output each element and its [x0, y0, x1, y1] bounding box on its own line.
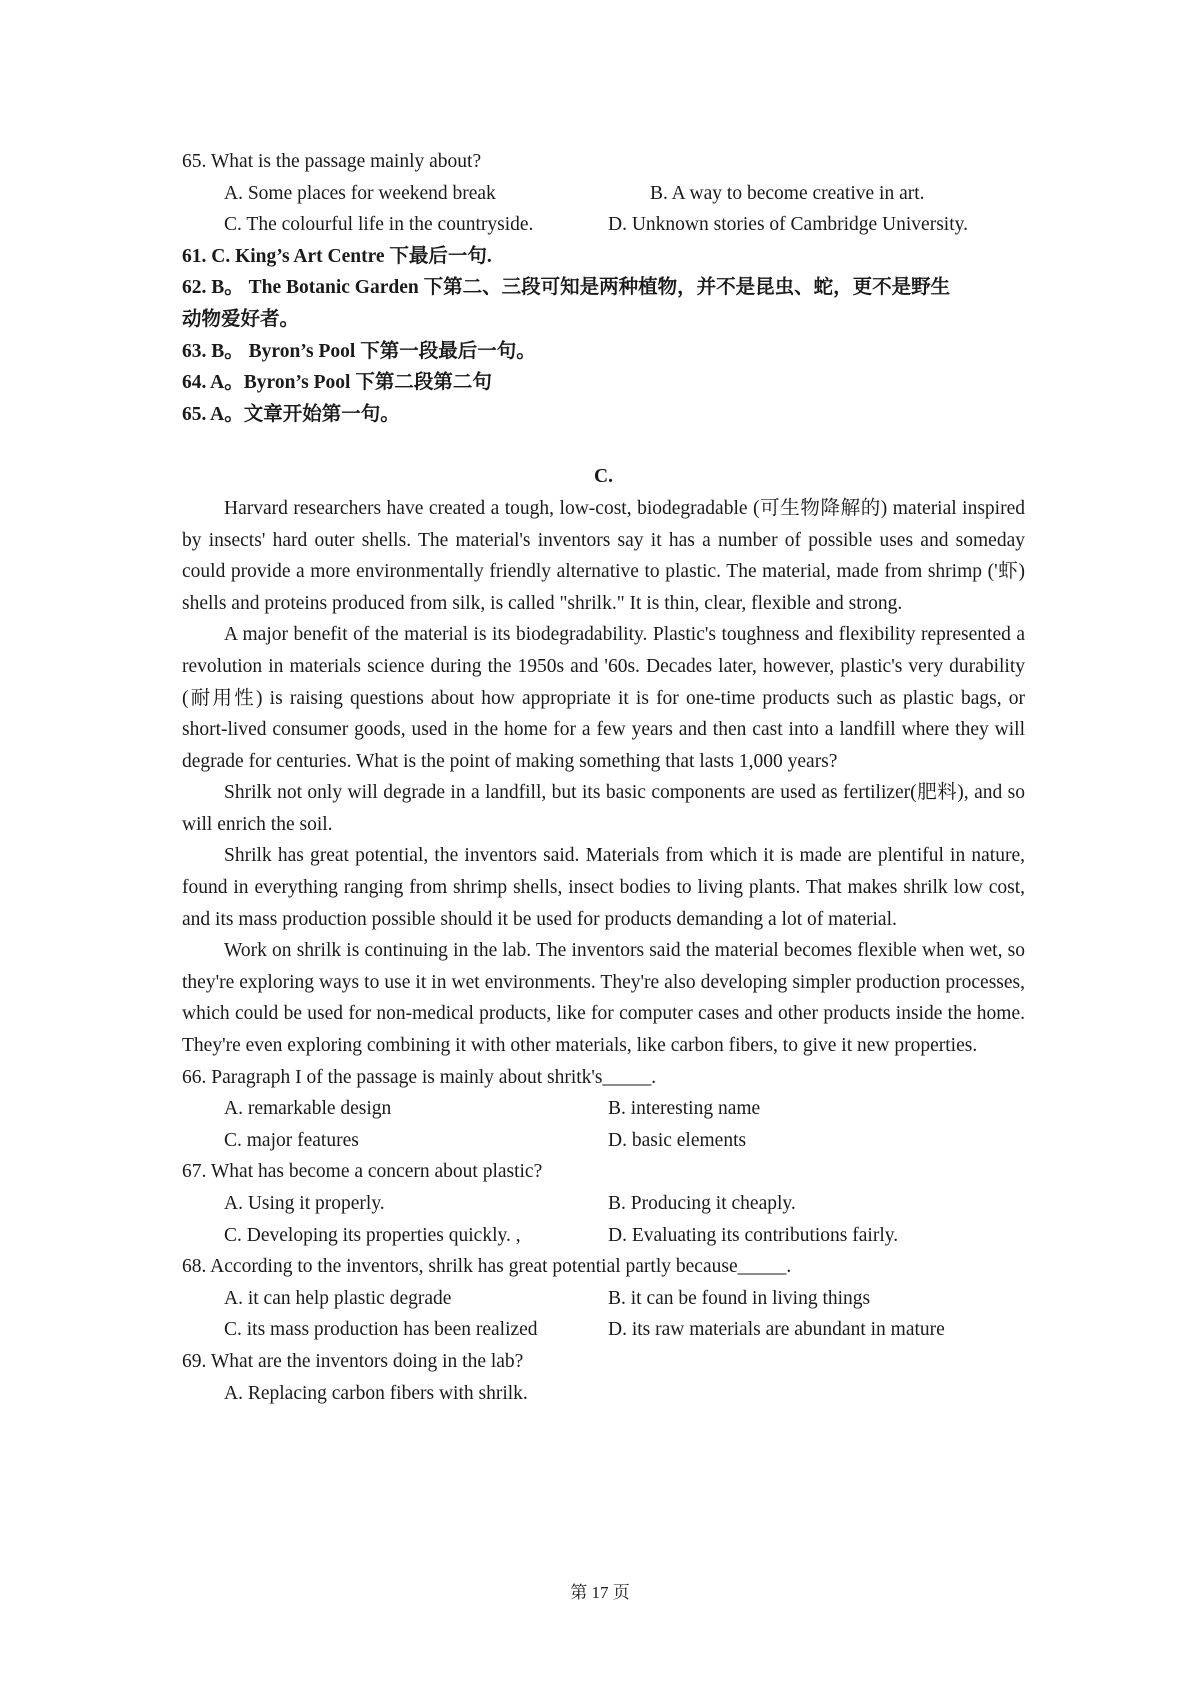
option-a: A. Some places for weekend break: [224, 182, 496, 204]
answer-61: 61. C. King’s Art Centre 下最后一句.: [182, 245, 492, 267]
question-65-prev: 65. What is the passage mainly about?: [182, 151, 482, 172]
option-d: D. its raw materials are abundant in mature: [608, 1319, 945, 1341]
answer-64: 64. A。Byron’s Pool 下第二段第二句: [182, 372, 492, 394]
page-number: 第 17 页: [570, 1583, 630, 1602]
option-a: A. it can help plastic degrade: [224, 1287, 452, 1309]
options-row: [182, 1283, 1025, 1315]
options-row: [182, 1188, 1025, 1220]
question-67: 67. What has become a concern about plastic?: [182, 1161, 543, 1183]
options-row: [182, 1220, 1025, 1252]
option-b: B. interesting name: [608, 1098, 761, 1120]
paragraph-5: Work on shrilk is continuing in the lab. The inventors said the material becomes flexible when wet, so they're exploring ways to use it in wet environments. They're also developing simpler production processes, which could be used for non-medical products, like for computer cases and other products inside the home. They're even exploring combining it with other materials, like carbon fibers, to give it new properties.: [182, 940, 1025, 1057]
option-d: D. Unknown stories of Cambridge University.: [608, 214, 968, 236]
options-row: [182, 209, 1025, 241]
options-row: [182, 1378, 1025, 1410]
option-b: B. Producing it cheaply.: [608, 1193, 796, 1214]
question-69: 69. What are the inventors doing in the lab?: [182, 1350, 524, 1372]
answer-65: 65. A。文章开始第一句。: [182, 403, 400, 425]
option-c: C. its mass production has been realized: [224, 1319, 538, 1341]
paragraph-1: Harvard researchers have created a tough, low-cost, biodegradable (可生物降解的) material inspired by insects' hard outer shells. The material's inventors say it has a number of possible uses and someday could provide a more environmentally friendly alternative to plastic. The material, made from shrimp ('虾) shells and proteins produced from silk, is called "shrilk." It is thin, clear, flexible and strong.: [182, 497, 1025, 614]
option-c: C. Developing its properties quickly. ,: [224, 1224, 521, 1246]
answer-62-cont: 动物爱好者。: [182, 308, 300, 330]
paragraph-3: Shrilk not only will degrade in a landfill, but its basic components are used as fertilizer(肥料), and so will enrich the soil.: [182, 782, 1025, 835]
option-c: C. major features: [224, 1129, 359, 1151]
options-row: [182, 178, 1025, 210]
options-row: [182, 1314, 1025, 1346]
option-c: C. The colourful life in the countryside.: [224, 214, 534, 236]
paragraph-4: Shrilk has great potential, the inventors said. Materials from which it is made are plentiful in nature, found in everything ranging from shrimp shells, insect bodies to living plants. That makes shrilk low cost, and its mass production possible should it be used for products demanding a lot of material.: [182, 845, 1025, 930]
option-a: A. remarkable design: [224, 1098, 392, 1120]
answer-62: 62. B。 The Botanic Garden 下第二、三段可知是两种植物，并不是昆虫、蛇，更不是野生: [182, 277, 951, 299]
option-b: B. it can be found in living things: [608, 1287, 871, 1309]
page-content: [182, 146, 1025, 1409]
options-row: [182, 1093, 1025, 1125]
option-d: D. Evaluating its contributions fairly.: [608, 1224, 899, 1246]
options-row: [182, 1125, 1025, 1157]
answer-63: 63. B。 Byron’s Pool 下第一段最后一句。: [182, 340, 536, 362]
question-66: 66. Paragraph I of the passage is mainly about shritk's_____.: [182, 1066, 657, 1088]
option-a: A. Using it properly.: [224, 1193, 385, 1214]
option-b: B. A way to become creative in art.: [650, 182, 925, 204]
section-title: C.: [594, 466, 613, 488]
option-d: D. basic elements: [608, 1129, 747, 1151]
question-68: 68. According to the inventors, shrilk has great potential partly because_____.: [182, 1256, 792, 1278]
paragraph-2: A major benefit of the material is its biodegradability. Plastic's toughness and flexibility represented a revolution in materials science during the 1950s and '60s. Decades later, however, plastic's very durability (耐用性) is raising questions about how appropriate it is for one-time products such as plastic bags, or short-lived consumer goods, used in the home for a few years and then cast into a landfill where they will degrade for centuries. What is the point of making something that lasts 1,000 years?: [182, 624, 1025, 772]
option-a: A. Replacing carbon fibers with shrilk.: [224, 1382, 528, 1404]
